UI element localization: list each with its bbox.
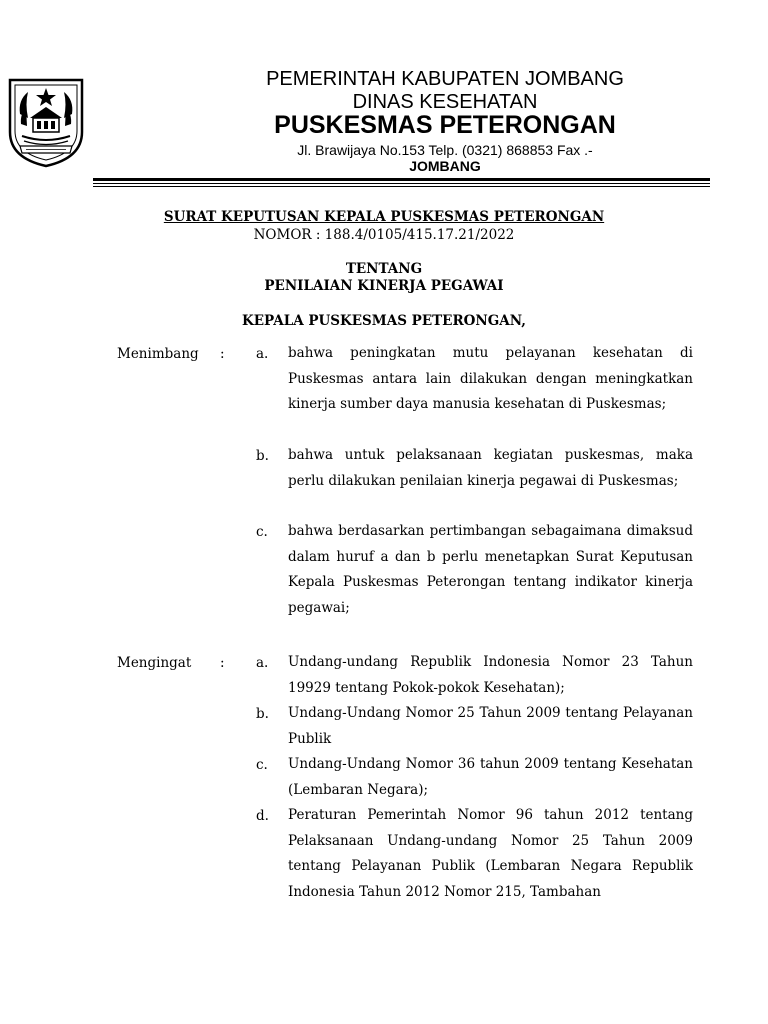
item-letter: b. (256, 706, 269, 722)
decree-heading: SURAT KEPUTUSAN KEPALA PUSKESMAS PETERONGAN (163, 209, 605, 225)
letterhead-divider-thick (93, 178, 710, 181)
letterhead-divider-thin (93, 186, 710, 187)
item-letter: d. (256, 808, 269, 824)
item-letter: a. (256, 346, 269, 362)
item-text: Peraturan Pemerintah Nomor 96 tahun 2012 tentang Pelaksanaan Undang-undang Nomor 25 Tahun 2009 tentang Pelayanan Publik (Lembaran Negara Republik Indonesia Tahun 2012 Nomor 215, Tambahan (288, 807, 693, 900)
item-letter: a. (256, 655, 269, 671)
mengingat-colon: : (220, 655, 225, 671)
letterhead-city: JOMBANG (409, 158, 481, 174)
letterhead-government: PEMERINTAH KABUPATEN JOMBANG (266, 68, 624, 90)
mengingat-label: Mengingat (117, 655, 192, 671)
item-text: bahwa berdasarkan pertimbangan sebagaimana dimaksud dalam huruf a dan b perlu menetapkan Surat Keputusan Kepala Puskesmas Peterongan tentang indikator kinerja pegawai; (288, 523, 693, 616)
decree-tentang: TENTANG (345, 261, 423, 277)
item-text: bahwa untuk pelaksanaan kegiatan puskesmas, maka perlu dilakukan penilaian kinerja pegawai di Puskesmas; (288, 447, 693, 489)
letterhead-institution: PUSKESMAS PETERONGAN (274, 111, 616, 139)
letterhead-address: Jl. Brawijaya No.153 Telp. (0321) 868853 Fax .- (297, 142, 593, 158)
letterhead-department: DINAS KESEHATAN (352, 91, 538, 113)
item-letter: b. (256, 448, 269, 464)
jombang-regency-emblem-logo (4, 74, 88, 170)
item-text: Undang-Undang Nomor 25 Tahun 2009 tentang Pelayanan Publik (288, 705, 693, 747)
item-text: Undang-Undang Nomor 36 tahun 2009 tentang Kesehatan (Lembaran Negara); (288, 756, 693, 798)
item-text: bahwa peningkatan mutu pelayanan kesehatan di Puskesmas antara lain dilakukan dengan meningkatkan kinerja sumber daya manusia kesehatan di Puskesmas; (288, 345, 693, 413)
item-letter: c. (256, 757, 268, 773)
letterhead-divider-thin (93, 183, 710, 184)
decree-number: NOMOR : 188.4/0105/415.17.21/2022 (253, 227, 515, 243)
item-text: Undang-undang Republik Indonesia Nomor 23 Tahun 19929 tentang Pokok-pokok Kesehatan); (288, 654, 693, 696)
menimbang-label: Menimbang (117, 346, 199, 362)
decree-issuer: KEPALA PUSKESMAS PETERONGAN, (242, 313, 526, 329)
item-letter: c. (256, 524, 268, 540)
decree-subject: PENILAIAN KINERJA PEGAWAI (264, 278, 504, 294)
menimbang-colon: : (220, 346, 225, 362)
